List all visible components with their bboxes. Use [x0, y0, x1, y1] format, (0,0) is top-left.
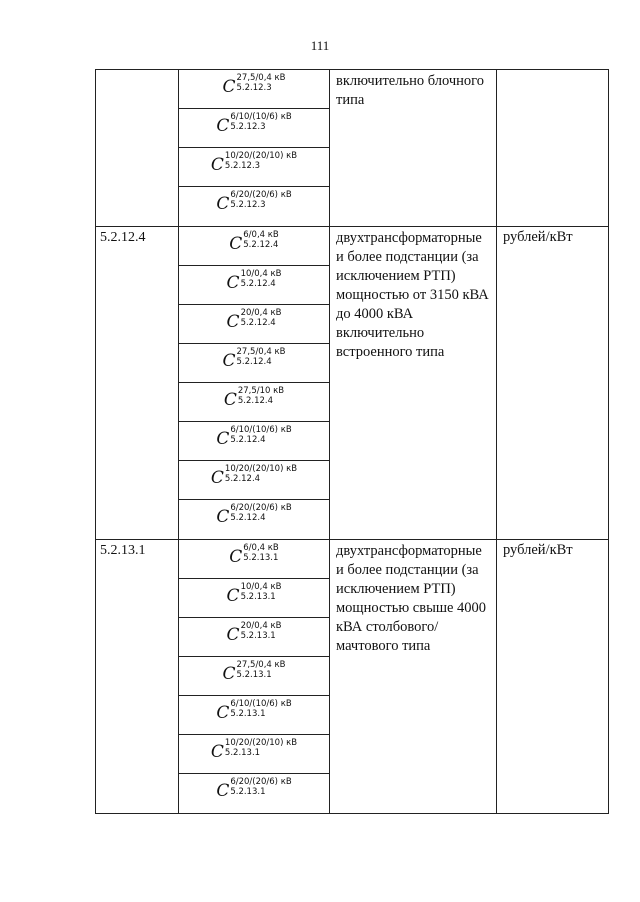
table-row: [96, 540, 609, 814]
symbol-column: [179, 540, 330, 814]
symbol-subscript: 5.2.12.4: [237, 396, 274, 406]
symbol-cell: [179, 696, 329, 735]
symbol-subscript: 5.2.12.4: [230, 513, 266, 523]
symbol-subscript: 5.2.12.4: [224, 474, 261, 484]
symbol-superscript: 10/0,4 кВ: [240, 582, 282, 592]
row-code: 5.2.12.4: [100, 230, 146, 245]
row-unit: [497, 70, 608, 72]
tariff-symbol: C 27,5/0,4 кВ 5.2.12.4: [222, 347, 286, 371]
symbol-superscript: 10/20/(20/10) кВ: [224, 464, 298, 474]
symbol-cell: [179, 305, 329, 344]
tariff-symbol: C 10/20/(20/10) кВ 5.2.12.4: [210, 464, 298, 488]
symbol-subscript: 5.2.13.1: [236, 670, 272, 680]
symbol-cell: [179, 618, 329, 657]
symbol-subscript: 5.2.13.1: [230, 709, 266, 719]
symbol-subscript: 5.2.12.4: [240, 318, 276, 328]
symbol-cell: [179, 266, 329, 305]
symbol-superscript: 6/20/(20/6) кВ: [230, 503, 292, 513]
symbol-superscript: 20/0,4 кВ: [240, 308, 282, 318]
symbol-superscript: 10/0,4 кВ: [240, 269, 282, 279]
symbol-superscript: 6/0,4 кВ: [243, 230, 279, 240]
table-row: [96, 227, 609, 540]
symbol-superscript: 10/20/(20/10) кВ: [224, 151, 298, 161]
row-code: [96, 70, 178, 73]
tariff-symbol: C 10/0,4 кВ 5.2.13.1: [226, 582, 282, 606]
symbol-cell: [179, 735, 329, 774]
symbol-column: [179, 70, 330, 227]
symbol-cell: [179, 500, 329, 539]
code-cell: [96, 70, 179, 227]
tariff-symbol: C 6/20/(20/6) кВ 5.2.12.3: [216, 190, 292, 214]
symbol-subscript: 5.2.12.4: [230, 435, 266, 445]
symbol-cell: [179, 187, 329, 226]
symbol-subscript: 5.2.12.3: [230, 200, 266, 210]
symbol-cell: [179, 109, 329, 148]
symbol-superscript: 27,5/0,4 кВ: [236, 347, 286, 357]
tariff-symbol: C 27,5/0,4 кВ 5.2.13.1: [222, 660, 286, 684]
symbol-subscript: 5.2.13.1: [240, 592, 276, 602]
tariff-symbol: C 27,5/0,4 кВ 5.2.12.3: [222, 73, 286, 97]
tariff-symbol: C 10/20/(20/10) кВ 5.2.12.3: [210, 151, 298, 175]
description-cell: [330, 540, 497, 814]
tariff-symbol: C 6/10/(10/6) кВ 5.2.12.3: [216, 112, 292, 136]
tariff-symbol: C 6/10/(10/6) кВ 5.2.13.1: [216, 699, 292, 723]
tariff-symbol: C 20/0,4 кВ 5.2.13.1: [226, 621, 282, 645]
symbol-subscript: 5.2.12.3: [230, 122, 266, 132]
symbol-cell: [179, 344, 329, 383]
symbol-superscript: 6/10/(10/6) кВ: [230, 112, 292, 122]
symbol-cell: [179, 422, 329, 461]
symbol-superscript: 6/10/(10/6) кВ: [230, 425, 292, 435]
symbol-cell: [179, 657, 329, 696]
symbol-cell: [179, 148, 329, 187]
symbol-cell: [179, 70, 329, 109]
tariff-symbol: C 6/20/(20/6) кВ 5.2.13.1: [216, 777, 292, 801]
unit-cell: [497, 70, 609, 227]
row-unit: рублей/кВт: [503, 542, 573, 558]
symbol-subscript: 5.2.12.3: [224, 161, 261, 171]
symbol-superscript: 6/20/(20/6) кВ: [230, 777, 292, 787]
code-cell: [96, 540, 179, 814]
symbol-subscript: 5.2.12.4: [236, 357, 272, 367]
symbol-superscript: 6/10/(10/6) кВ: [230, 699, 292, 709]
symbol-cell: [179, 461, 329, 500]
table-row: [96, 70, 609, 227]
symbol-subscript: 5.2.13.1: [243, 553, 279, 563]
symbol-subscript: 5.2.12.4: [243, 240, 279, 250]
symbol-cell: [179, 774, 329, 813]
code-cell: [96, 227, 179, 540]
description-cell: [330, 227, 497, 540]
symbol-superscript: 27,5/0,4 кВ: [236, 73, 286, 83]
tariff-symbol: C 27,5/10 кВ 5.2.12.4: [223, 386, 285, 410]
symbol-cell: [179, 383, 329, 422]
tariff-symbol: C 10/0,4 кВ 5.2.12.4: [226, 269, 282, 293]
row-description: включительно блочного типа: [336, 73, 484, 108]
tariff-symbol: C 10/20/(20/10) кВ 5.2.13.1: [210, 738, 298, 762]
symbol-superscript: 20/0,4 кВ: [240, 621, 282, 631]
page-number: 111: [310, 38, 330, 53]
row-unit: рублей/кВт: [503, 229, 573, 245]
unit-cell: [497, 227, 609, 540]
tariff-table: [95, 69, 609, 814]
symbol-superscript: 27,5/10 кВ: [237, 386, 285, 396]
unit-cell: [497, 540, 609, 814]
symbol-cell: [179, 579, 329, 618]
symbol-superscript: 6/0,4 кВ: [243, 543, 279, 553]
row-description: двухтрансформаторные и более подстанции (за исключением РТП) мощностью от 3150 кВА до 4000 кВА включительно встроенного типа: [336, 230, 489, 360]
tariff-symbol: C 20/0,4 кВ 5.2.12.4: [226, 308, 282, 332]
tariff-symbol: C 6/20/(20/6) кВ 5.2.12.4: [216, 503, 292, 527]
symbol-cell: [179, 540, 329, 579]
description-cell: [330, 70, 497, 227]
symbol-superscript: 27,5/0,4 кВ: [236, 660, 286, 670]
row-description: двухтрансформаторные и более подстанции (за исключением РТП) мощностью свыше 4000 кВА столбового/мачтового типа: [336, 543, 487, 654]
symbol-subscript: 5.2.13.1: [230, 787, 266, 797]
symbol-subscript: 5.2.12.3: [236, 83, 272, 93]
tariff-symbol: C 6/10/(10/6) кВ 5.2.12.4: [216, 425, 292, 449]
symbol-superscript: 6/20/(20/6) кВ: [230, 190, 292, 200]
symbol-subscript: 5.2.13.1: [224, 748, 261, 758]
row-code: 5.2.13.1: [100, 543, 146, 558]
tariff-symbol: C 6/0,4 кВ 5.2.13.1: [229, 543, 279, 567]
tariff-symbol: C 6/0,4 кВ 5.2.12.4: [229, 230, 279, 254]
symbol-subscript: 5.2.12.4: [240, 279, 276, 289]
symbol-subscript: 5.2.13.1: [240, 631, 276, 641]
symbol-cell: [179, 227, 329, 266]
symbol-superscript: 10/20/(20/10) кВ: [224, 738, 298, 748]
symbol-column: [179, 227, 330, 540]
